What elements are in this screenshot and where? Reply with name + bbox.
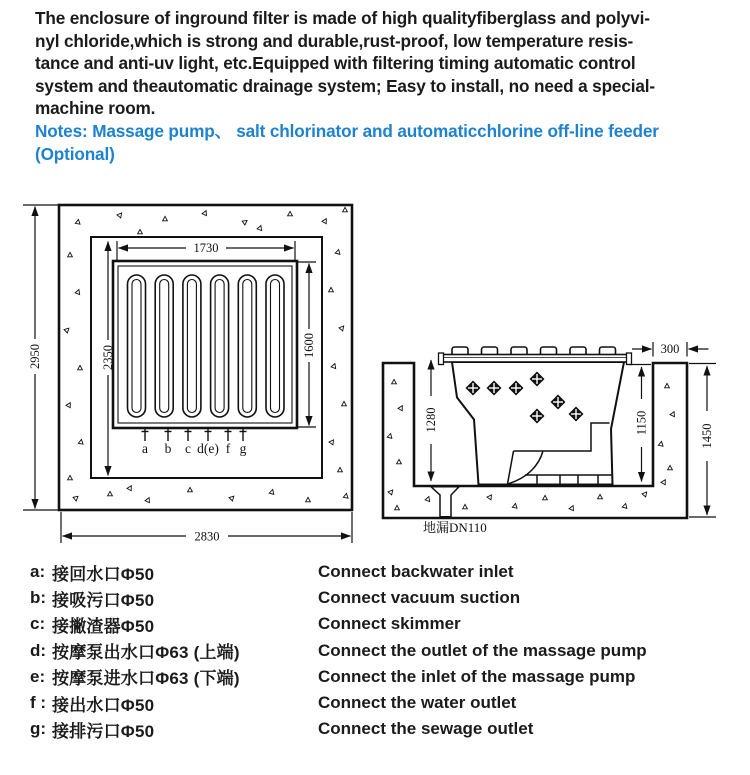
legend-row <box>30 690 647 716</box>
legend-row <box>30 585 647 611</box>
legend-english: Connect the sewage outlet <box>318 719 534 739</box>
intro-line: The enclosure of inground filter is made of high qualityfiberglass and polyvi- <box>35 8 650 28</box>
plan-view <box>23 205 352 543</box>
plan-view-labels <box>28 241 316 544</box>
dim-label-1150: 1150 <box>634 410 649 436</box>
dim-label-1450: 1450 <box>700 423 714 449</box>
notes-line: (Optional) <box>35 143 115 164</box>
legend-key: a: <box>30 562 46 582</box>
legend-english: Connect vacuum suction <box>318 588 521 608</box>
dim-label-2830: 2830 <box>194 529 220 544</box>
legend-key: f : <box>30 693 47 713</box>
port-letter: c <box>185 441 191 456</box>
intro-line: tance and anti-uv light, etc.Equipped with filtering timing automatic control <box>35 53 636 74</box>
legend-english: Connect the outlet of the massage pump <box>318 640 647 660</box>
legend-row <box>30 664 647 690</box>
legend-row <box>30 638 647 664</box>
legend-english: Connect skimmer <box>318 614 461 634</box>
legend-row <box>30 716 647 742</box>
legend-english: Connect the inlet of the massage pump <box>318 666 636 686</box>
dim-label-2350: 2350 <box>101 345 115 370</box>
legend-chinese: 接撇渣器Φ50 <box>52 616 155 636</box>
notes-line: Notes: Massage pump、 salt chlorinator and automaticchlorine off-line feeder <box>35 120 659 141</box>
intro-line: nyl chloride,which is strong and durable,rust-proof, low temperature resis- <box>35 30 634 51</box>
intro-line: machine room. <box>35 98 156 119</box>
dim-label-300: 300 <box>660 342 680 356</box>
dim-label-1730: 1730 <box>193 241 219 255</box>
legend-chinese: 接排污口Φ50 <box>52 721 155 741</box>
legend-key: c: <box>30 614 46 634</box>
legend-key: g: <box>30 719 47 739</box>
port-letter: g <box>239 441 247 456</box>
floor-drain-label: 地漏DN110 <box>423 520 487 535</box>
dim-label-2950: 2950 <box>28 344 42 369</box>
lid-endcap-left <box>439 353 444 365</box>
legend-key: b: <box>30 588 47 608</box>
legend-key: e: <box>30 666 46 686</box>
legend-chinese: 接出水口Φ50 <box>52 695 155 715</box>
legend-chinese: 按摩泵进水口Φ63 (下端) <box>52 669 240 689</box>
intro-line: system and theautomatic drainage system; Easy to install, no need a special- <box>35 75 655 96</box>
lid-endcap-right <box>627 353 632 365</box>
legend-row <box>30 611 647 637</box>
port-ticks <box>142 429 247 442</box>
port-letters <box>142 441 247 456</box>
ports-legend <box>30 559 647 742</box>
port-letter: f <box>225 441 231 456</box>
legend-english: Connect the water outlet <box>318 693 517 713</box>
legend-english: Connect backwater inlet <box>318 562 514 582</box>
legend-chinese: 按摩泵出水口Φ63 (上端) <box>52 643 240 663</box>
legend-key: d: <box>30 640 47 660</box>
legend-chinese: 接回水口Φ50 <box>52 564 155 584</box>
filter-slots <box>128 275 285 417</box>
port-letter: b <box>164 441 172 456</box>
legend-chinese: 接吸污口Φ50 <box>52 590 155 610</box>
tank-lid <box>439 347 632 365</box>
port-letter: a <box>142 441 148 456</box>
dim-label-1600: 1600 <box>302 333 316 358</box>
port-letter: d(e) <box>197 441 219 456</box>
dim-label-1280: 1280 <box>424 407 438 433</box>
legend-row <box>30 559 647 585</box>
